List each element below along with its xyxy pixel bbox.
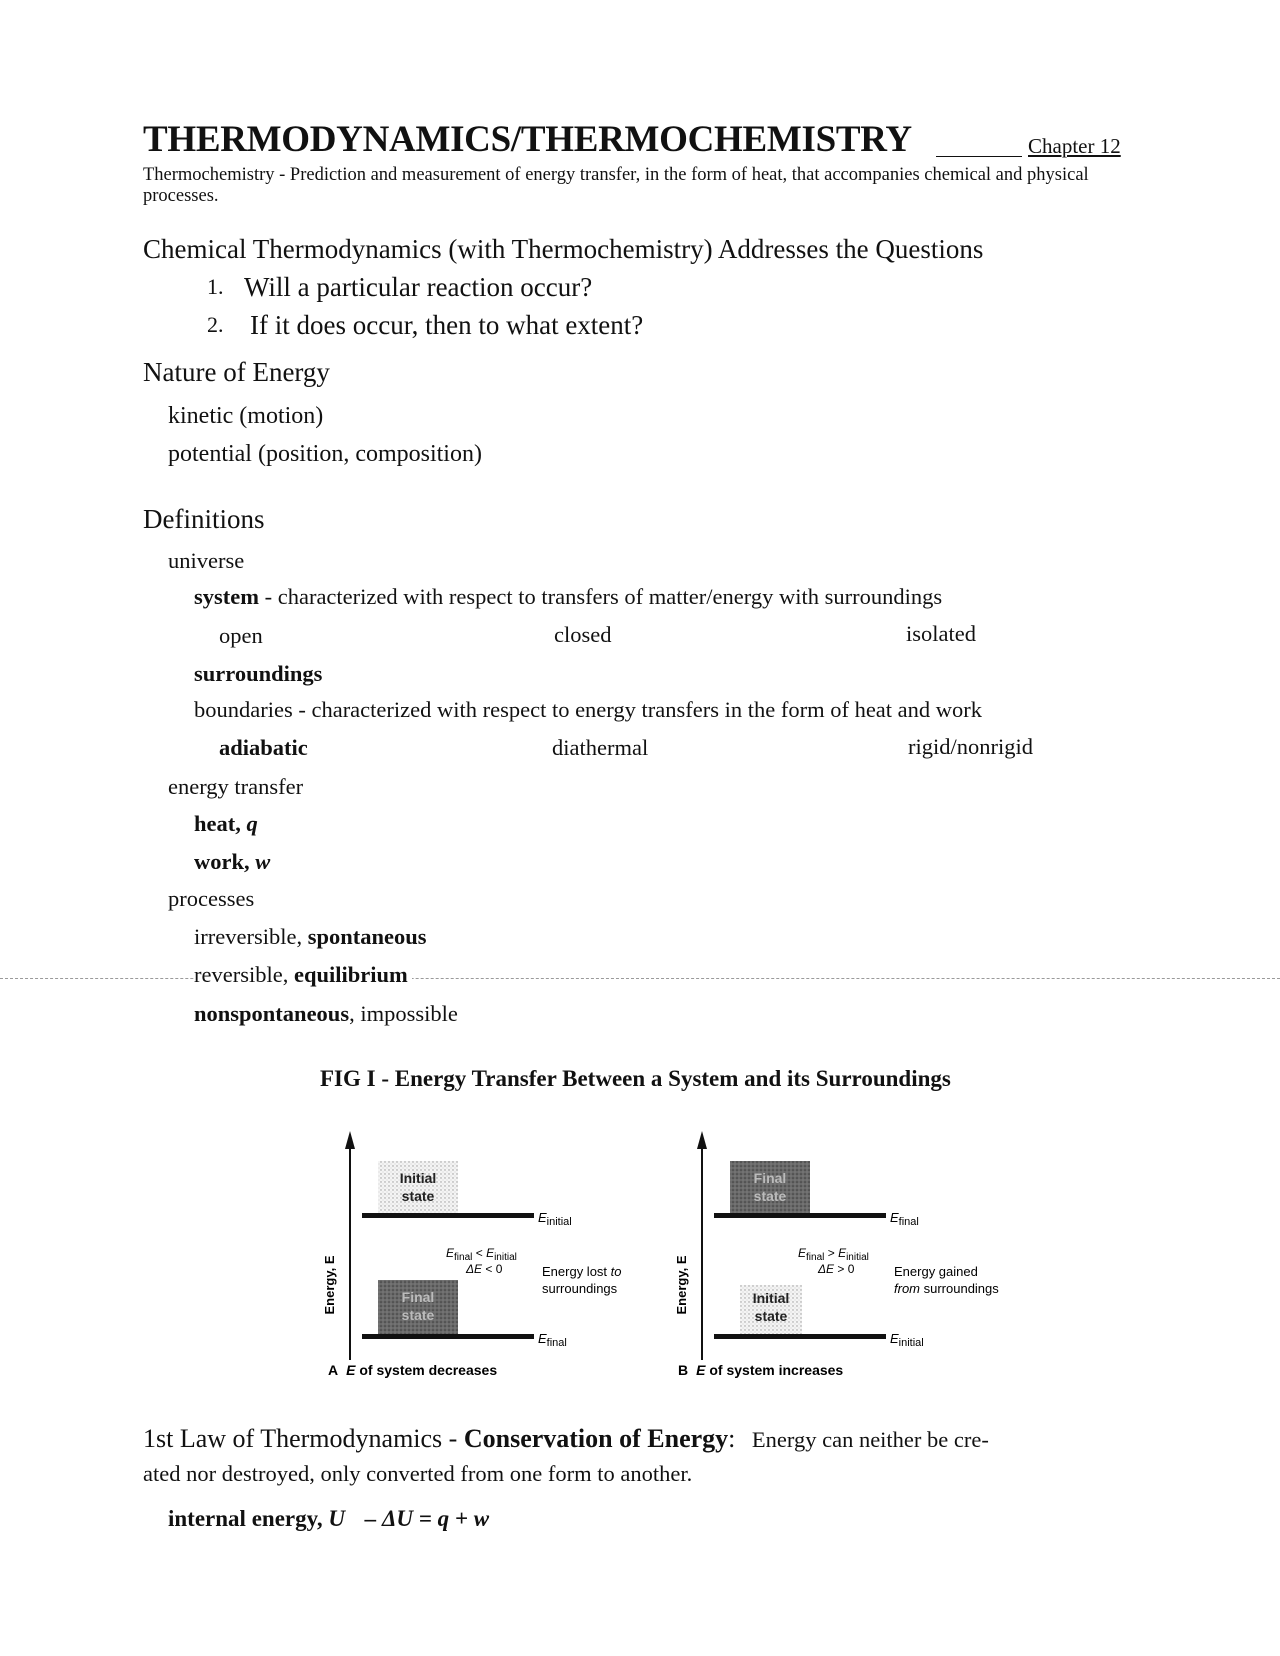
system-term: system [194, 584, 259, 609]
scan-dashed-line [0, 978, 1280, 979]
energy-heading: Nature of Energy [143, 357, 330, 387]
panel-a-top-state-line1: Initial [399, 1170, 437, 1186]
panel-a-final-level [362, 1334, 534, 1339]
heat-symbol: q [246, 811, 258, 836]
panel-b-final-level-label: $E_{final}$ [890, 1210, 919, 1228]
title-underline-rule [936, 156, 1022, 157]
heat-label: heat, [194, 811, 247, 836]
first-law-equation: – ΔU = q + w [364, 1506, 490, 1531]
universe-term: universe [168, 548, 245, 573]
heat-term [194, 811, 258, 837]
first-law-lead: 1st Law of Thermodynamics - [143, 1424, 464, 1453]
system-definition [194, 584, 942, 610]
system-description: - characterized with respect to transfers of matter/energy with surroundings [258, 584, 943, 609]
diathermal-term: diathermal [552, 735, 649, 760]
panel-a-relation-line1: $E_{final} < E_{initial}$ [446, 1246, 517, 1263]
panel-b-top-state-line1: Final [753, 1170, 787, 1186]
panel-b-relation-line1: $E_{final} > E_{initial}$ [798, 1246, 869, 1263]
figure-title: FIG I - Energy Transfer Between a System and its Surroundings [320, 1066, 951, 1091]
panel-a-top-state-line2: state [401, 1188, 435, 1204]
panel-a-note-line2: surroundings [542, 1281, 618, 1296]
nonspontaneous-label: nonspontaneous [194, 1001, 350, 1026]
internal-energy-line [168, 1506, 489, 1532]
irreversible-label: irreversible, [194, 924, 308, 949]
panel-b-bottom-state-line2: state [754, 1308, 788, 1324]
panel-a-initial-level [362, 1213, 534, 1218]
kinetic-energy: kinetic (motion) [168, 403, 324, 429]
panel-b-note-line1: Energy gained [894, 1264, 978, 1279]
spontaneous-label: spontaneous [307, 924, 427, 949]
boundaries-definition: boundaries - characterized with respect to energy transfers in the form of heat and work [194, 697, 983, 722]
first-law-text-part2: ated nor destroyed, only converted from one form to another. [143, 1461, 693, 1486]
surroundings-term: surroundings [194, 661, 323, 686]
impossible-label: , impossible [349, 1001, 458, 1026]
panel-a-initial-state-box [378, 1161, 458, 1213]
work-label: work, [194, 849, 256, 874]
processes-term: processes [168, 886, 255, 911]
intro-paragraph: Thermochemistry - Prediction and measurement of energy transfer, in the form of heat, that accompanies chemical and physical processes. [143, 165, 1089, 206]
energy-transfer-term: energy transfer [168, 774, 304, 799]
panel-b [674, 1131, 999, 1378]
panel-a-relation-line2: ΔE < 0 [466, 1262, 503, 1276]
system-type-closed: closed [554, 622, 612, 647]
panel-b-axis-label: Energy, E [674, 1255, 689, 1315]
first-law-colon: : [728, 1424, 736, 1453]
adiabatic-term: adiabatic [219, 735, 308, 760]
panel-a-axis-arrow-icon [345, 1131, 355, 1149]
rigid-term: rigid/nonrigid [908, 734, 1033, 759]
panel-b-caption: B E of system increases [678, 1362, 844, 1378]
panel-a [322, 1131, 622, 1378]
panel-a-note-line1: Energy lost to [542, 1264, 622, 1279]
conservation-of-energy-term: Conservation of Energy [463, 1424, 729, 1453]
panel-a-bottom-state-line1: Final [401, 1289, 435, 1305]
panel-a-initial-level-label: $E_{initial}$ [538, 1210, 572, 1228]
panel-a-final-level-label: $E_{final}$ [538, 1331, 567, 1349]
panel-a-bottom-state-line2: state [401, 1307, 435, 1323]
panel-b-initial-level [714, 1334, 886, 1339]
question-2-text: If it does occur, then to what extent? [250, 310, 644, 340]
panel-b-initial-level-label: $E_{initial}$ [890, 1331, 924, 1349]
chapter-label: Chapter 12 [1028, 134, 1121, 158]
work-symbol: w [255, 849, 271, 874]
first-law-text-part1: Energy can neither be cre- [751, 1427, 989, 1452]
work-term [194, 849, 270, 875]
equilibrium-label: equilibrium [293, 962, 408, 987]
page-title: THERMODYNAMICS/THERMOCHEMISTRY [143, 119, 912, 160]
panel-b-final-state-box [730, 1161, 810, 1213]
first-law-line1 [143, 1424, 989, 1454]
question-1-text: Will a particular reaction occur? [244, 272, 593, 302]
question-1-number: 1. [207, 274, 224, 299]
energy-transfer-figure [320, 1125, 1040, 1385]
potential-energy: potential (position, composition) [168, 441, 482, 467]
panel-a-axis-label: Energy, E [322, 1255, 337, 1315]
panel-b-relation-line2: ΔE > 0 [818, 1262, 855, 1276]
panel-b-final-level [714, 1213, 886, 1218]
panel-b-axis-arrow-icon [697, 1131, 707, 1149]
question-2-number: 2. [207, 312, 224, 337]
system-type-open: open [219, 623, 263, 648]
reversible-process [194, 962, 412, 988]
internal-energy-symbol: U [328, 1506, 345, 1531]
questions-heading: Chemical Thermodynamics (with Thermochemistry) Addresses the Questions [143, 234, 984, 264]
panel-b-top-state-line2: state [753, 1188, 787, 1204]
panel-b-note-line2: from surroundings [894, 1281, 999, 1296]
panel-b-bottom-state-line1: Initial [752, 1290, 790, 1306]
panel-a-caption: A E of system decreases [328, 1362, 498, 1378]
system-type-isolated: isolated [906, 621, 976, 646]
irreversible-process [194, 924, 427, 950]
definitions-heading: Definitions [143, 504, 265, 534]
reversible-label: reversible, [194, 962, 294, 987]
internal-energy-term: internal energy, [168, 1506, 329, 1531]
nonspontaneous-process [194, 1001, 458, 1027]
